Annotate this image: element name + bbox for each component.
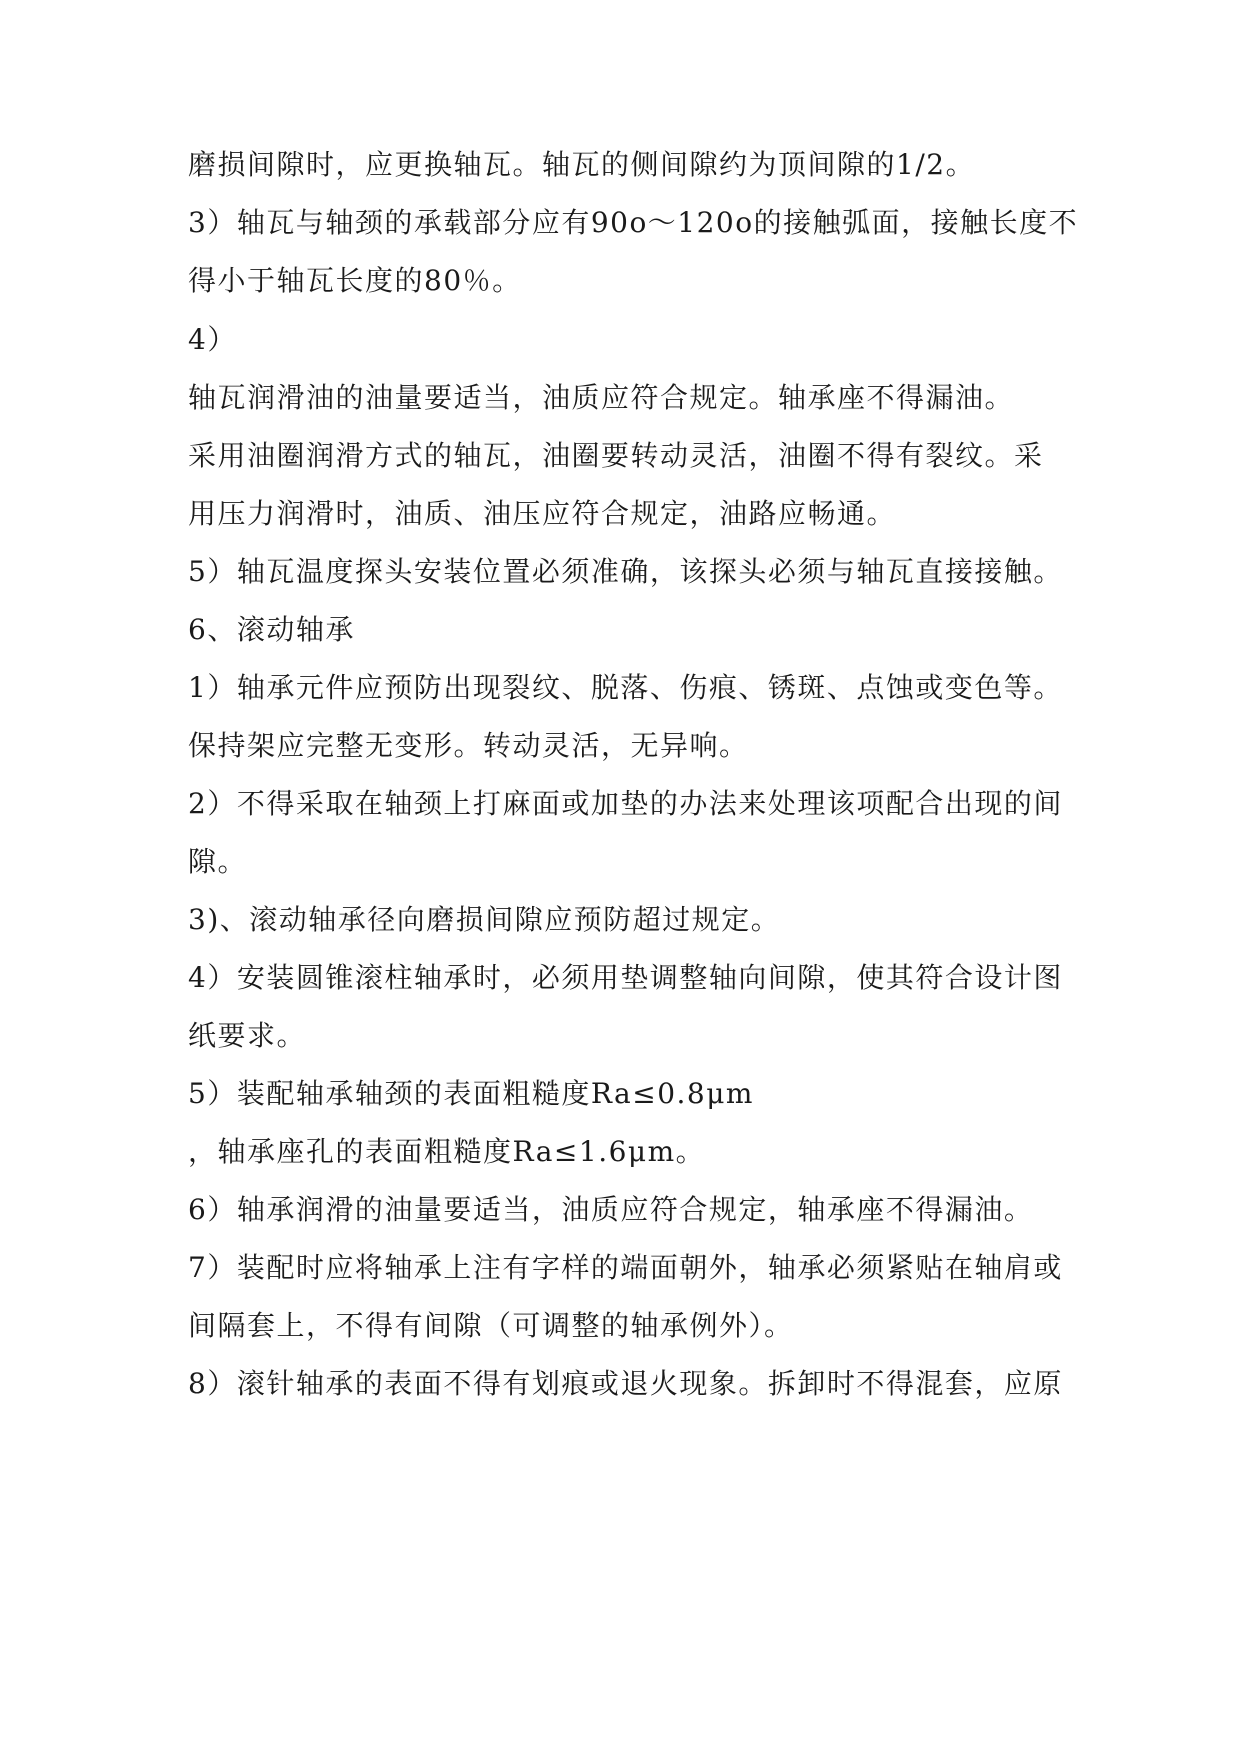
section-heading: 6、滚动轴承 (188, 613, 355, 646)
text-line: 2）不得采取在轴颈上打麻面或加垫的办法来处理该项配合出现的间 (188, 787, 1063, 820)
text-line: 7）装配时应将轴承上注有字样的端面朝外，轴承必须紧贴在轴肩或 (188, 1251, 1063, 1284)
text-line: 保持架应完整无变形。转动灵活，无异响。 (188, 729, 749, 762)
text-line: 5）轴瓦温度探头安装位置必须准确，该探头必须与轴瓦直接接触。 (188, 555, 1063, 588)
text-line: 纸要求。 (188, 1019, 307, 1052)
text-line: 3）轴瓦与轴颈的承载部分应有90o～120o的接触弧面，接触长度不 (188, 206, 1079, 239)
text-line: 用压力润滑时，油质、油压应符合规定，油路应畅通。 (188, 497, 897, 530)
text-line: 3)、滚动轴承径向磨损间隙应预防超过规定。 (188, 903, 781, 936)
text-line: ，轴承座孔的表面粗糙度Ra≤1.6μm。 (188, 1135, 706, 1168)
text-line: 间隔套上，不得有间隙（可调整的轴承例外）。 (188, 1309, 794, 1342)
text-line: 1）轴承元件应预防出现裂纹、脱落、伤痕、锈斑、点蚀或变色等。 (188, 671, 1063, 704)
text-line: 轴瓦润滑油的油量要适当，油质应符合规定。轴承座不得漏油。 (188, 381, 1015, 414)
text-line: 6）轴承润滑的油量要适当，油质应符合规定，轴承座不得漏油。 (188, 1193, 1034, 1226)
text-line: 4） (188, 323, 237, 356)
text-line: 磨损间隙时，应更换轴瓦。轴瓦的侧间隙约为顶间隙的1/2。 (188, 148, 976, 181)
text-line: 4）安装圆锥滚柱轴承时，必须用垫调整轴向间隙，使其符合设计图 (188, 961, 1063, 994)
text-line: 隙。 (188, 845, 248, 878)
text-line: 采用油圈润滑方式的轴瓦，油圈要转动灵活，油圈不得有裂纹。采 (188, 439, 1044, 472)
text-line: 8）滚针轴承的表面不得有划痕或退火现象。拆卸时不得混套，应原 (188, 1367, 1063, 1400)
text-line: 得小于轴瓦长度的80％。 (188, 264, 522, 297)
text-line: 5）装配轴承轴颈的表面粗糙度Ra≤0.8μm (188, 1077, 754, 1110)
